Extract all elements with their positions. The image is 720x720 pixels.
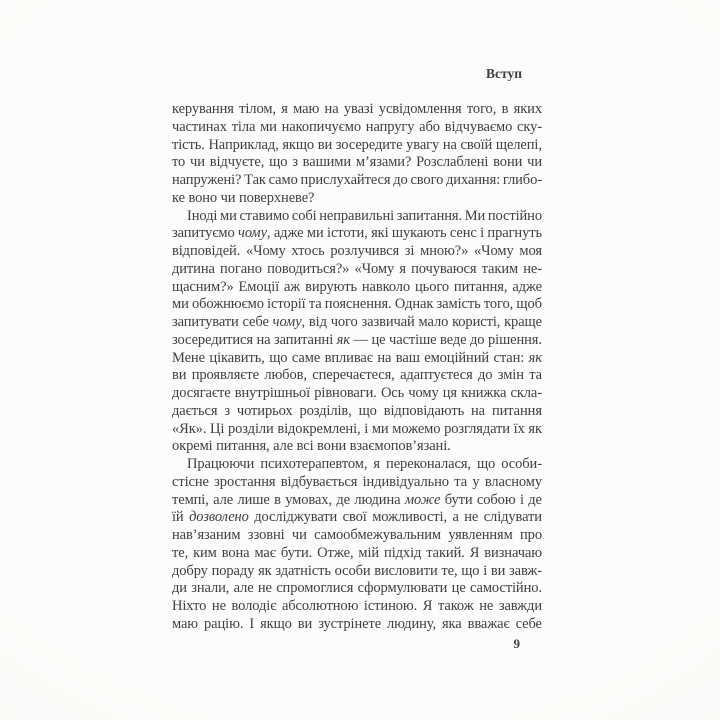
text-line: Ніхто не володіє абсолютною істиною. Я також не завжди [172, 598, 542, 614]
text-line: дається з чотирьох розділів, що відповідають на питання [172, 402, 542, 419]
text-line: ви проявляєте любов, сперечаєтеся, адаптуєтеся до змін та [172, 367, 542, 384]
text-line: «Як». Ці розділи відокремлені, і ми можемо розглядати їх як [172, 420, 542, 437]
text-line: Працюючи психотерапевтом, я переконалася, що особи- [187, 456, 542, 472]
text-line: то чи відчуєте, що з вашими м’язами? Розслаблені вони чи [172, 154, 542, 171]
text-line: темпі, але лише в умовах, де людина може бути собою і де [172, 491, 542, 508]
text-line: запитуємо чому, адже ми істоти, які шукають сенс і прагнуть [172, 225, 542, 242]
running-head: Вступ [486, 66, 522, 81]
text-line: зосередитися на запитанні як — це частіше веде до рішення. [172, 331, 542, 348]
text-line: Мене цікавить, що саме впливає на ваш емоційний стан: як [172, 349, 542, 366]
text-line: дитина погано поводиться?» «Чому я почуваюся таким не- [172, 260, 542, 277]
text-line: ди знали, але не спромоглися сформулювати це самостійно. [172, 580, 542, 597]
text-line: керування тілом, я маю на увазі усвідомлення того, в яких [172, 101, 542, 117]
text-line: тість. Наприклад, якщо ви зосередите увагу на своїй щелепі, [172, 136, 542, 153]
page-number: 9 [513, 636, 520, 651]
text-line: стісне зростання відбувається індивідуально та у власному [172, 473, 542, 490]
text-line: щасним?» Емоції аж вирують навколо цього питання, адже [172, 278, 542, 295]
text-line: маю рацію. І якщо ви зустрінете людину, яка вважає себе [172, 615, 542, 632]
text-line: ке воно чи поверхневе? [172, 189, 315, 206]
text-line: частинах тіла ми накопичуємо напругу або відчуваємо ску- [172, 118, 542, 135]
text-line: досягаєте внутрішньої рівноваги. Ось чому ця книжка скла- [172, 385, 542, 401]
text-line: ми обожнюємо історії та пояснення. Однак замість того, щоб [172, 296, 542, 313]
text-line: те, ким вона має бути. Отже, мій підхід такий. Я визначаю [172, 544, 542, 561]
text-line: їй дозволено досліджувати свої можливості, а не слідувати [172, 509, 542, 526]
text-line: напружені? Так само прислухайтеся до свого дихання: глибо- [172, 172, 542, 188]
text-line: окремі питання, але всі вони взаємопов’язані. [172, 438, 451, 455]
body-text [172, 101, 542, 634]
text-line: нав’язаним ззовні чи самообмежувальним уявленням про [172, 527, 542, 543]
text-line: відповідей. «Чому хтось розлучився зі мною?» «Чому моя [172, 243, 542, 259]
text-line: Іноді ми ставимо собі неправильні запитання. Ми постійно [187, 207, 542, 224]
text-line: запитувати себе чому, від чого зазвичай мало користі, краще [172, 314, 542, 330]
text-line: добру пораду як здатність особи висловити те, що і ви завж- [172, 562, 542, 579]
